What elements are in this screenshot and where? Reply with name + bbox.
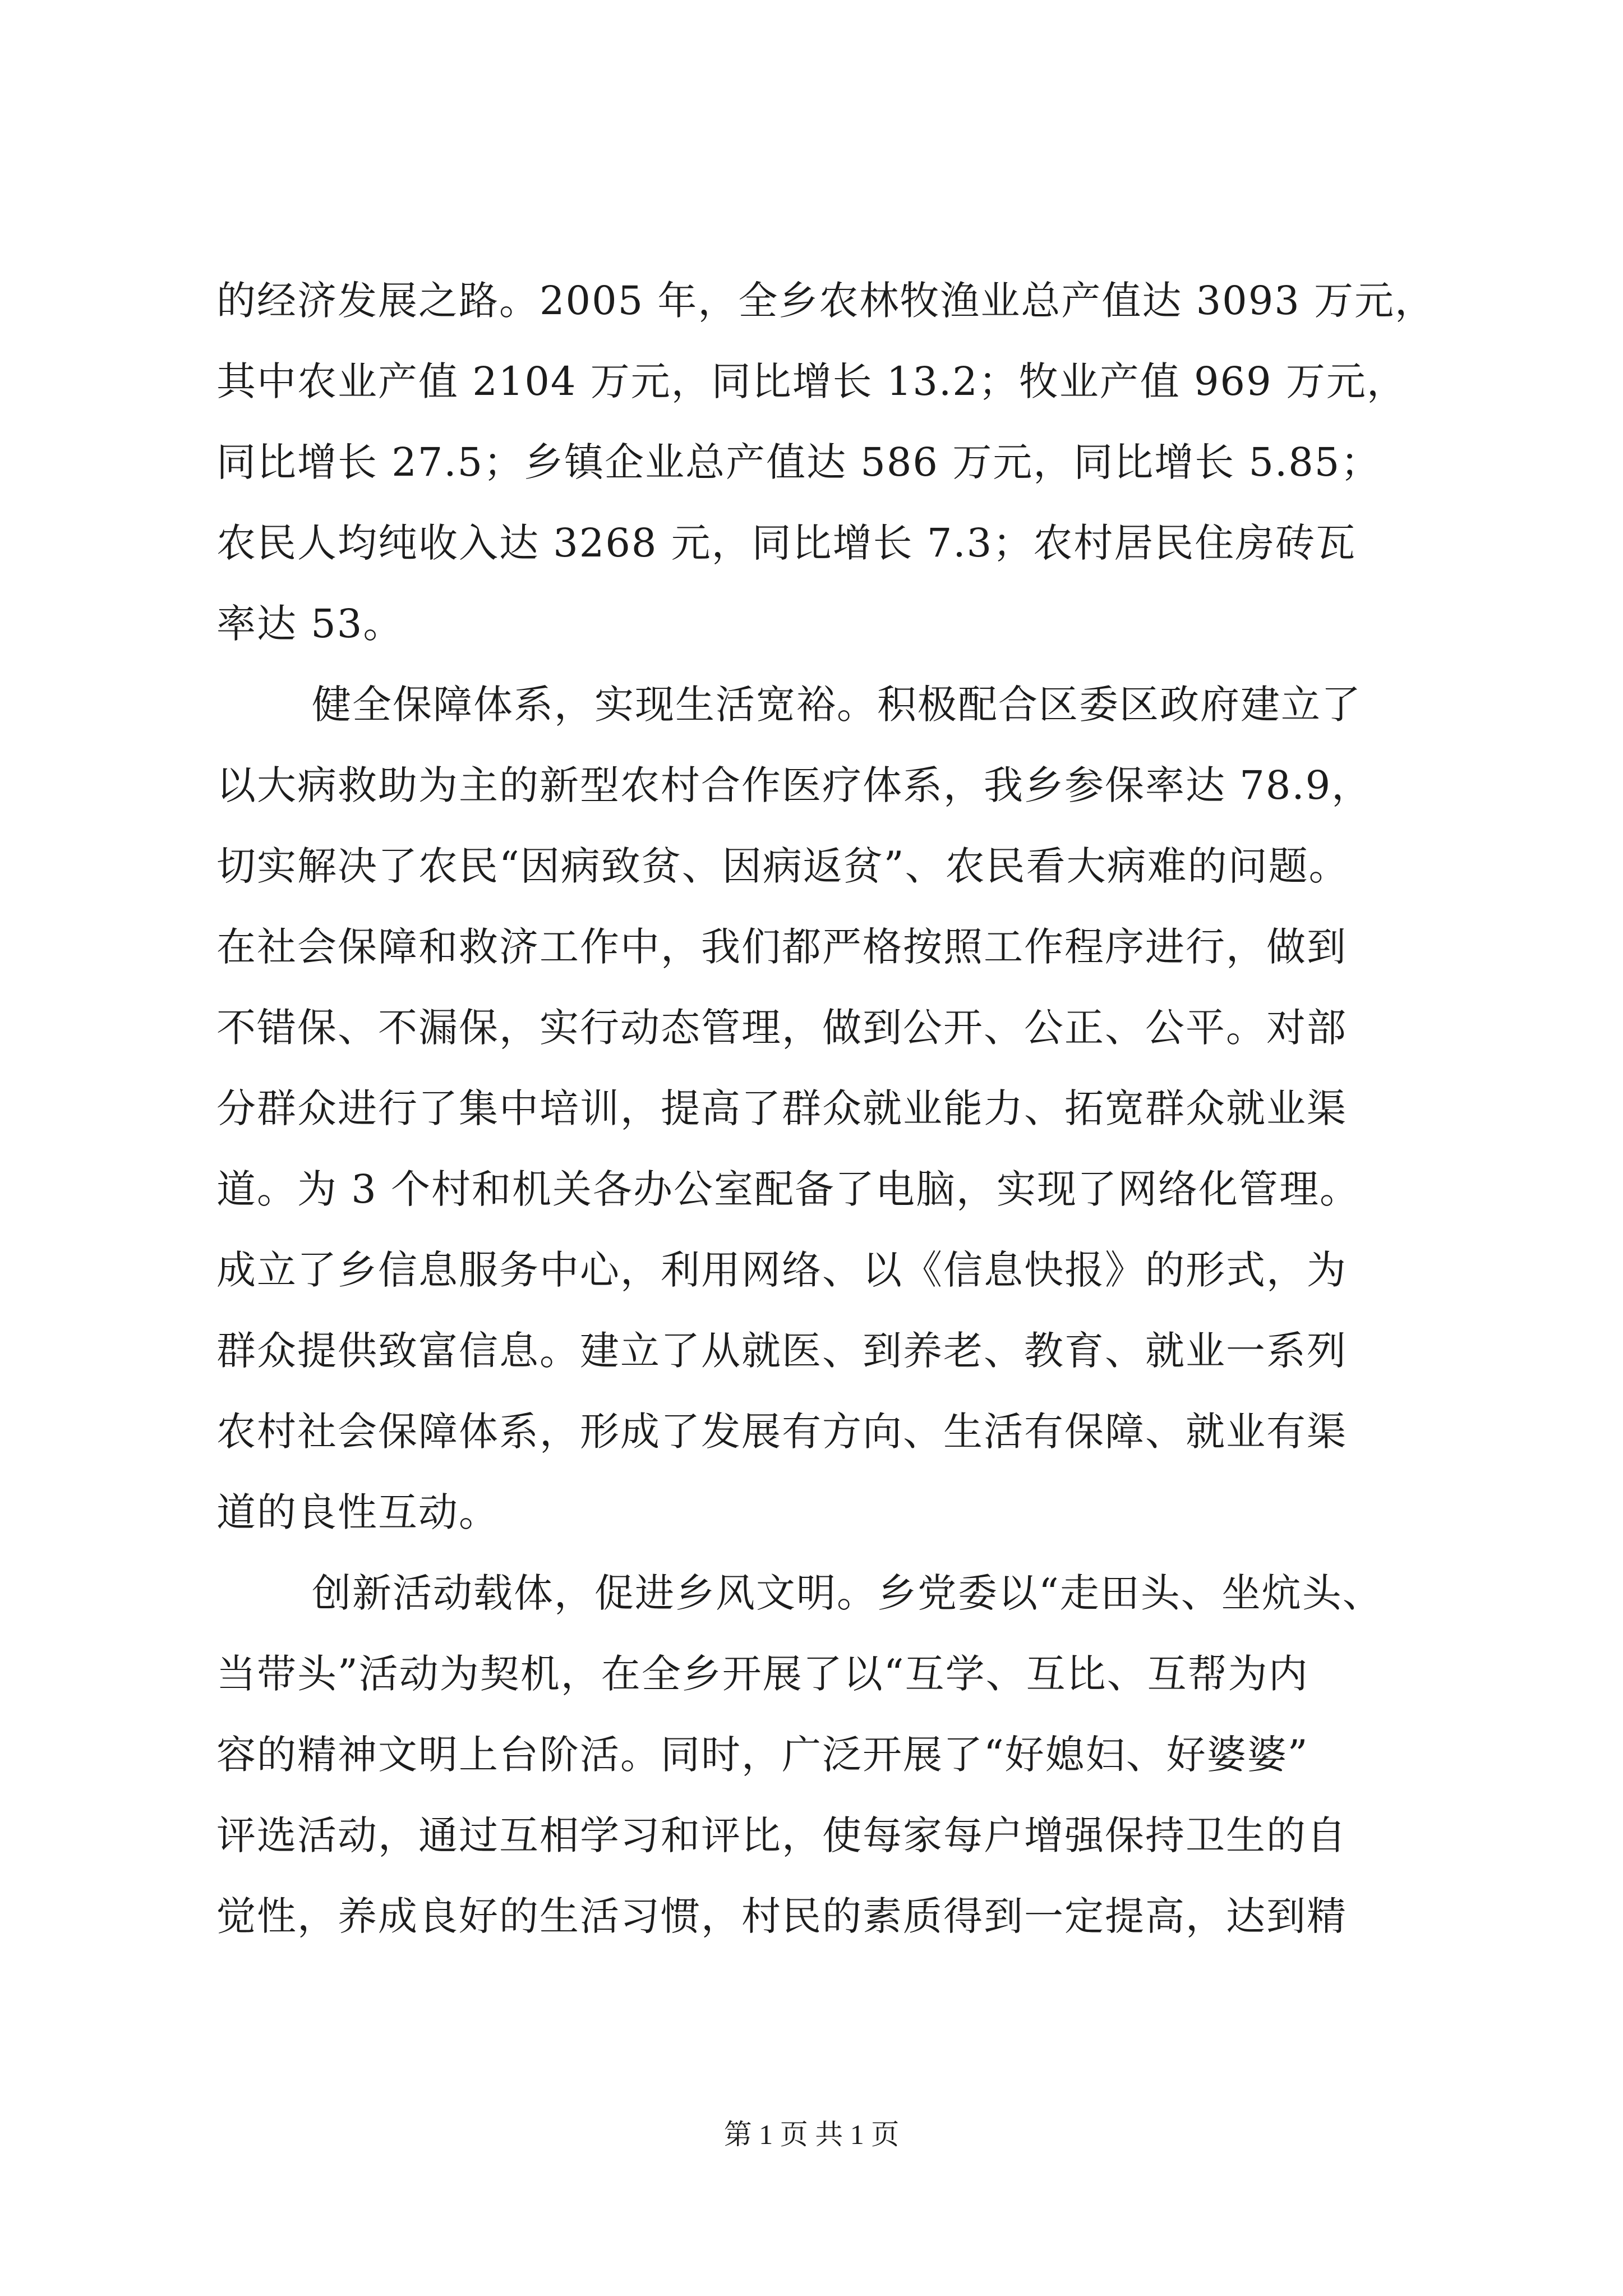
paragraph-civilization xyxy=(216,1553,1411,1957)
text-line: 农村社会保障体系，形成了发展有方向、生活有保障、就业有渠 xyxy=(216,1409,1347,1455)
text-line: 同比增长 27.5；乡镇企业总产值达 586 万元，同比增长 5.85； xyxy=(216,439,1381,485)
text-line: 以大病救助为主的新型农村合作医疗体系，我乡参保率达 78.9， xyxy=(216,762,1372,808)
text-line: 觉性，养成良好的生活习惯，村民的素质得到一定提高，达到精 xyxy=(216,1893,1347,1939)
text-line: 切实解决了农民“因病致贫、因病返贫”、农民看大病难的问题。 xyxy=(216,843,1349,889)
page-footer xyxy=(0,2115,1623,2154)
text-line: 的经济发展之路。2005 年，全乡农林牧渔业总产值达 3093 万元， xyxy=(216,278,1436,324)
text-line: 道。为 3 个村和机关各办公室配备了电脑，实现了网络化管理。 xyxy=(216,1166,1361,1212)
text-line: 率达 53。 xyxy=(216,601,404,647)
text-line: 不错保、不漏保，实行动态管理，做到公开、公正、公平。对部 xyxy=(216,1005,1347,1051)
text-line: 其中农业产值 2104 万元，同比增长 13.2；牧业产值 969 万元， xyxy=(216,358,1407,404)
body-text xyxy=(216,260,1436,1957)
page-number-label: 第 1 页 共 1 页 xyxy=(723,2119,900,2150)
text-line: 成立了乡信息服务中心，利用网络、以《信息快报》的形式，为 xyxy=(216,1247,1347,1293)
text-line: 评选活动，通过互相学习和评比，使每家每户增强保持卫生的自 xyxy=(216,1812,1347,1858)
text-line: 群众提供致富信息。建立了从就医、到养老、教育、就业一系列 xyxy=(216,1328,1347,1374)
text-line: 健全保障体系，实现生活宽裕。积极配合区委区政府建立了 xyxy=(312,682,1362,728)
text-line: 创新活动载体，促进乡风文明。乡党委以“走田头、坐炕头、 xyxy=(312,1570,1383,1616)
text-line: 农民人均纯收入达 3268 元，同比增长 7.3；农村居民住房砖瓦 xyxy=(216,520,1357,566)
text-line: 分群众进行了集中培训，提高了群众就业能力、拓宽群众就业渠 xyxy=(216,1085,1347,1131)
paragraph-economy xyxy=(216,260,1436,664)
text-line: 当带头”活动为契机，在全乡开展了以“互学、互比、互帮为内 xyxy=(216,1651,1309,1697)
text-line: 在社会保障和救济工作中，我们都严格按照工作程序进行，做到 xyxy=(216,924,1347,970)
text-line: 容的精神文明上台阶活。同时，广泛开展了“好媳妇、好婆婆” xyxy=(216,1732,1309,1778)
text-line: 道的良性互动。 xyxy=(216,1489,499,1535)
paragraph-security xyxy=(216,664,1411,1553)
